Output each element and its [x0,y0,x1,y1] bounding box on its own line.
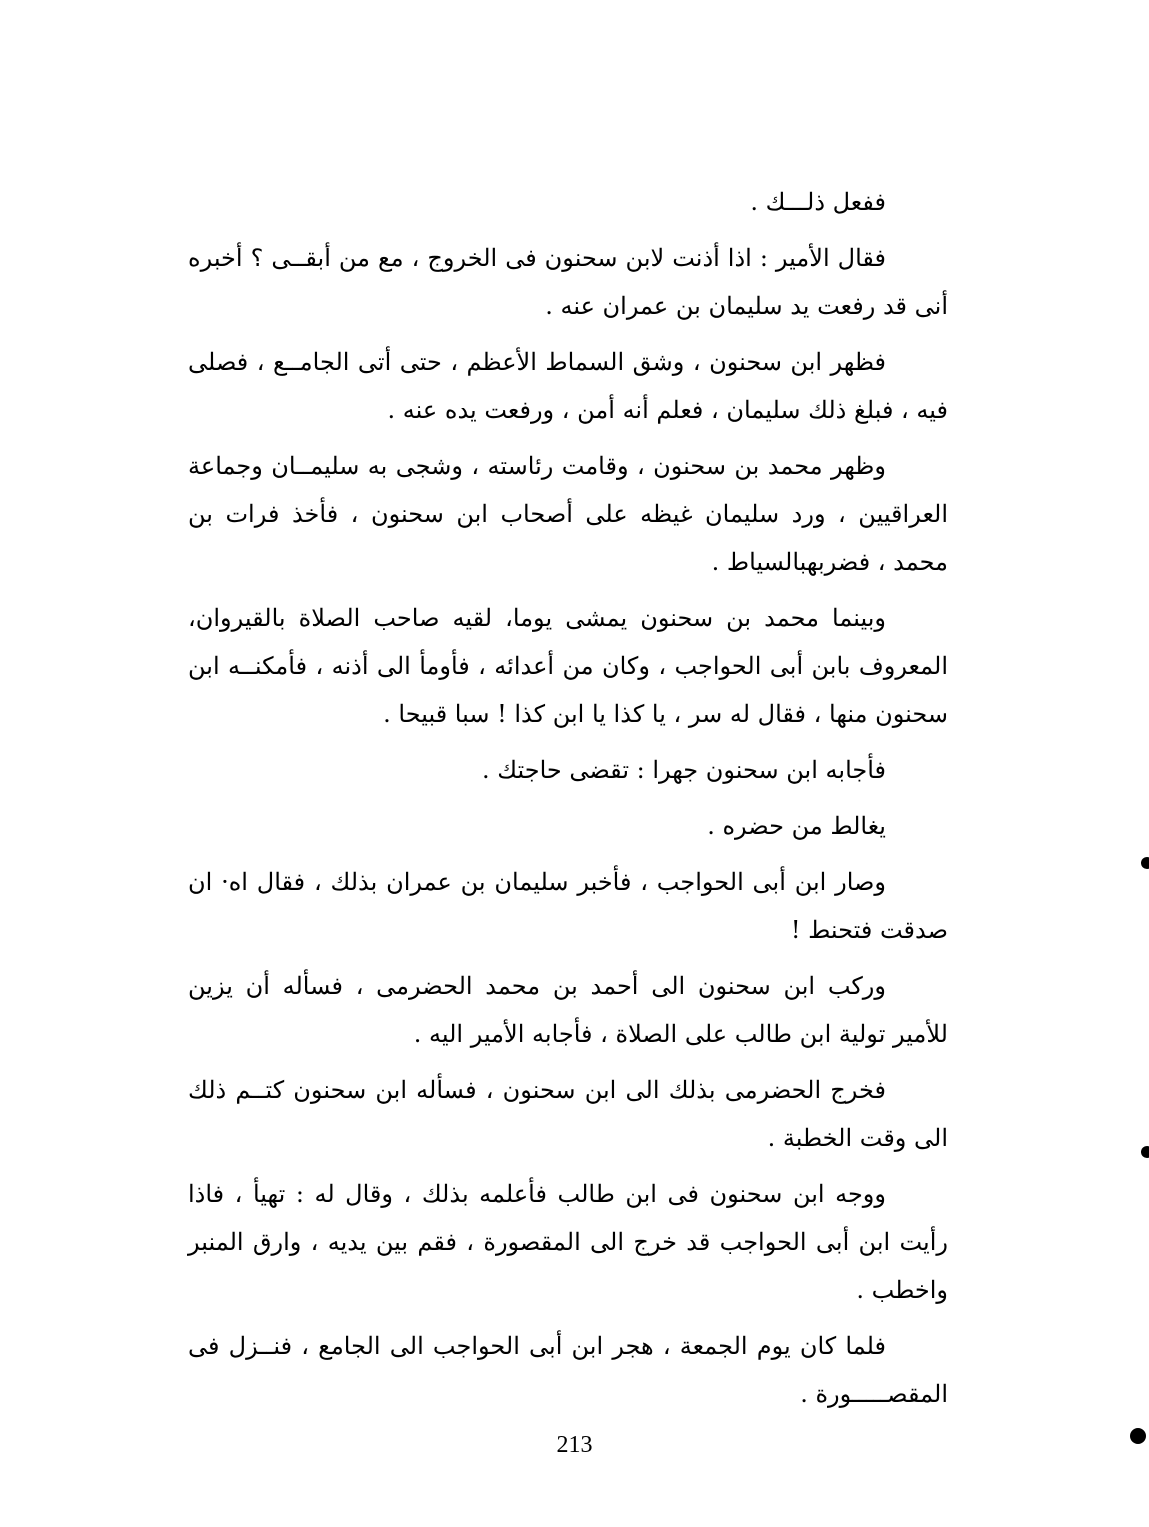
paragraph: وظهر محمد بن سحنون ، وقامت رئاسته ، وشجى به سليمــان وجماعة العراقيين ، ورد سليمان غيظه على أصحاب ابن سحنون ، فأخذ فرات بن محمد ، فضربهبالسياط . [188,452,948,576]
paragraph: فلما كان يوم الجمعة ، هجر ابن أبى الحواجب الى الجامع ، فنــزل فى المقصـــــورة . [188,1332,948,1408]
paragraph: يغالط من حضره . [707,812,886,840]
paragraph: فظهر ابن سحنون ، وشق السماط الأعظم ، حتى أتى الجامــع ، فصلى فيه ، فبلغ ذلك سليمان ، فعلم أنه أمن ، ورفعت يده عنه . [188,348,948,424]
page-number: 213 [556,1432,593,1458]
paragraph: فقال الأمير : اذا أذنت لابن سحنون فى الخروج ، مع من أبقــى ؟ أخبره أنى قد رفعت يد سليمان بن عمران عنه . [188,244,948,320]
paragraph: وصار ابن أبى الحواجب ، فأخبر سليمان بن عمران بذلك ، فقال اه· ان صدقت فتحنط ! [188,868,948,944]
margin-dot-mark [1141,857,1149,869]
paragraph: فخرج الحضرمى بذلك الى ابن سحنون ، فسأله ابن سحنون كتــم ذلك الى وقت الخطبة . [188,1076,948,1152]
margin-dot-mark [1130,1428,1146,1444]
paragraph: ووجه ابن سحنون فى ابن طالب فأعلمه بذلك ، وقال له : تهيأ ، فاذا رأيت ابن أبى الحواجب قد خرج الى المقصورة ، فقم بين يديه ، وارق المنبر واخطب . [188,1180,948,1304]
paragraph: فأجابه ابن سحنون جهرا : تقضى حاجتك . [482,756,886,784]
page-body-text [188,178,948,1426]
margin-dot-mark [1141,1146,1149,1158]
paragraph: ففعل ذلـــك . [750,188,886,216]
paragraph: وبينما محمد بن سحنون يمشى يوما، لقيه صاحب الصلاة بالقيروان، المعروف بابن أبى الحواجب ، وكان من أعدائه ، فأومأ الى أذنه ، فأمكنــه ابن سحنون منها ، فقال له سر ، يا كذا يا ابن كذا ! سبا قبيحا . [188,604,948,728]
paragraph: وركب ابن سحنون الى أحمد بن محمد الحضرمى ، فسأله أن يزين للأمير تولية ابن طالب على الصلاة ، فأجابه الأمير اليه . [188,972,948,1048]
